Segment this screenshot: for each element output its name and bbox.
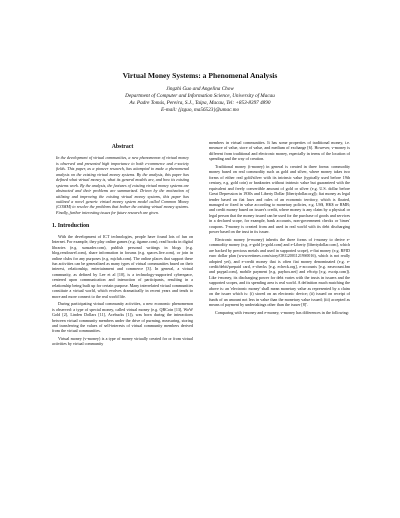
body-paragraph: Electronic money (e-money) inherits the three forms of t-money to derive e-commodity money (e.g. e-gold [e-gold.com] and e-Liberty [libertydollar.com], which are backed by precious metals and used in supported scope), e-fiat money (e.g. RFID euro dollar plan (www.eetimes.com/story/OEG20011219S0016), which is not really adopted yet), and e-credit money that is often fiat money denominated (e.g. e-credit/debit/prepaid card, e-checks [e.g. echeck.org], e-accounts [e.g. easecount.bm and paypal.com], mobile payment [e.g. paybox.net] and eScrip [e.g. escrip.com]). Like t-money, its discharging power for debt varies with the trusts in issuers and the supported scopes, and its spending area is real world. A definition much matching the above is: an 'electronic money' shall mean monetary value as represented by a claim on the issuer which is: (i) stored on an electronic device; (ii) issued on receipt of funds of an amount not less in value than the monetary value issued; (iii) accepted as means of payment by undertakings other than the issuer [8]'. — [209, 236, 350, 308]
left-column — [52, 144, 193, 349]
paper-address: Av. Padre Tomás, Pereira, S.J., Taipa, Macau, Tel: +853-8397 4890 — [129, 100, 271, 107]
paper-header — [30, 72, 370, 114]
intro-paragraph: With the development of ICT technologies, people have found lots of fun on Internet. For example, they play online games (e.g. itgame.com), read books in digital libraries (e.g. sunsader.com), publish personal writings in blogs (e.g. blog.rendouvel.com), share information in forums (e.g. spaces.live.com), or join in online clubs for any purposes (e.g. mjclub.com). The online places that support these fun activities can be generalized as many types of virtual communities based on their interest, relationship, entertainment and commerce [3]. In general, a virtual community, as defined by Lee et al [10], is a technology-supported cyberspace, centered upon communication and interaction of participants, resulting in a relationship being built up for certain purpose. Many interrelated virtual communities constitute a virtual world, which evolves dramatically in recent years and tends to more and more connect to the real world life. — [52, 233, 193, 299]
body-paragraph: Comparing with t-money and e-money, v-money has differences in the following: — [215, 309, 349, 315]
abstract-section — [52, 144, 193, 215]
right-column — [209, 140, 350, 317]
paper-email: E-mail: {jzguo, ma56523}@umac.mo — [160, 107, 240, 114]
intro-paragraph: During participating virtual community activities, a new economic phenomenon is observed: a type of special money, called virtual money (e.g. QBCoin [13], WoW Gold [2], Linden Dollars [11], Acebucks [1]), was born during the interactions between virtual community members under the drive of purming, measuring, storing and transferring the values of self-interests of virtual community members derived from the virtual communities. — [52, 301, 193, 334]
abstract-heading: Abstract — [111, 144, 134, 150]
paper-affiliation: Department of Computer and Information Science, University of Macau — [125, 93, 275, 100]
intro-paragraph: Virtual money (v-money) is a type of money virtually created for or from virtual activities by virtual community — [52, 335, 193, 347]
body-paragraph: members in virtual communities. It has some properties of traditional money, i.e. measure of value, store of value, and medium of exchange [6]. However, v-money is different from traditional and electronic money, especially in terms of the location of spending and the way of creation. — [209, 140, 350, 162]
introduction-heading: 1. Introduction — [52, 223, 90, 230]
paper-title: Virtual Money Systems: a Phenomenal Analysis — [122, 71, 278, 80]
paper-authors: Jingzhi Guo and Angelina Chow — [166, 86, 234, 93]
body-paragraph: Traditional money (t-money) in general is created in three forms: commodity money based on real commodity such as gold and silver, where money takes two forms of either real gold/silver with its intrinsic value (typically used before 19th century, e.g. gold coin) or banknotes without intrinsic value but guaranteed with the equivalent and freely convertible amount of gold or silver (e.g. U.S. dollar before Great Depression in 1930s and Liberty Dollar [libertydollar.org]); fiat money as legal tender based on fiat laws and rules of an economic territory, which is floated, managed or fixed in value according to monetary policies, e.g. US$, HK$ or RMB; and credit money based on issuer's credit, where money is any claim by a physical or legal person that the money issued can be used for the purchase of goods and services in a declared scope, for example, bank accounts, non-government checks or 'times' coupons. T-money is created from and used in real world with its debt discharging power based on the trust in its issuer. — [209, 163, 350, 235]
abstract-text: In the development of virtual communities, a new phenomenon of virtual money is observed and presented high importance to both e-commerce and e-society fields. This paper, as a pioneer research, has attempted to make a phenomenal analysis on the existing virtual money systems. By the analysis, this paper has defined what virtual money is, what its general models are, and how its existing systems work. By the analysis, the features of existing virtual money systems are abstracted and their problems are summarized. Driven by the motivation of utilizing and improving the existing virtual money systems, this paper has outlined a novel generic virtual money system model called Common Money (COMM) to resolve the problems that bother the existing virtual money systems. Finally, further interesting issues for future research are given. — [56, 155, 189, 215]
